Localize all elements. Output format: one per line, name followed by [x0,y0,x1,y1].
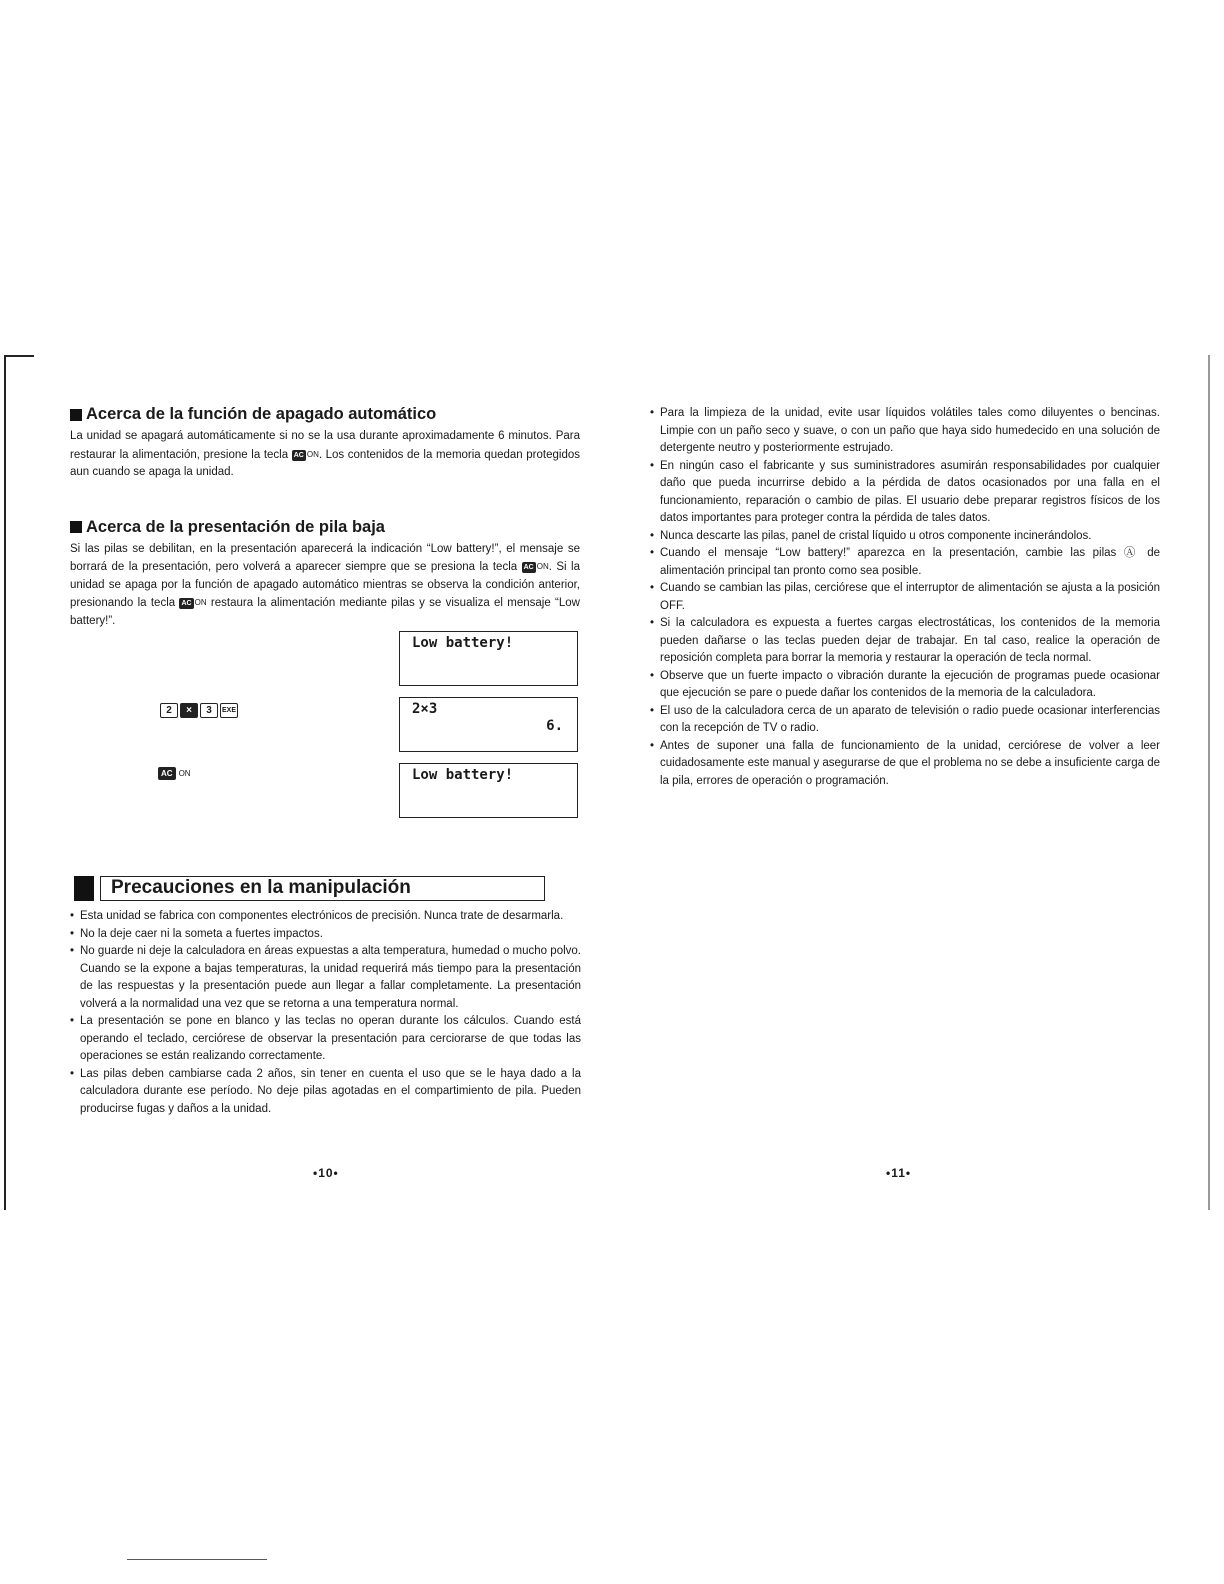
on-label: ON [194,598,207,607]
left-page [70,405,580,630]
right-crop-mark [1208,355,1210,1210]
list-item: • Esta unidad se fabrica con componentes electrónicos de precisión. Nunca trate de desarmarla. [70,908,581,926]
key-exe-icon: EXE [220,703,238,718]
precautions-list [70,908,581,1118]
lcd-display [399,697,578,752]
list-item: • Si la calculadora es expuesta a fuertes cargas electrostáticas, los contenidos de la memoria pueden dañarse o las teclas pueden dejar de trabajar. En tal caso, realice la operación de reposición completa para borrar la memoria y restaurar la operación de tecla normal. [650,615,1160,668]
on-label: ON [178,769,191,778]
ac-key-icon: AC [158,767,176,780]
section-low-battery [70,518,580,631]
bullet-list [650,405,1160,790]
list-item: • Observe que un fuerte impacto o vibración durante la ejecución de programas puede ocasionar que ejecución se pare o puede dañar los contenidos de la memoria de la calculadora. [650,668,1160,703]
text: Si las pilas se debilitan, en la presentación aparecerá la indicación “Low battery!”, el mensaje se borrará de la presentación, pero volverá a aparecer siempre que se presiona la tecla [70,542,580,573]
lcd-line-2: 6. [546,718,563,734]
section-auto-power-off [70,405,580,482]
heading-text: Acerca de la presentación de pila baja [86,517,385,536]
lcd-line-1: Low battery! [412,635,514,651]
bottom-rule [127,1559,267,1560]
lcd-display [399,763,578,818]
text: La unidad se apagará automáticamente si no se la usa durante aproximadamente 6 minutos. Para restaurar la alimentación, presione la tecla [70,430,580,461]
paragraph [70,428,580,482]
on-label: ON [536,562,549,571]
banner-title: Precauciones en la manipulación [100,876,545,901]
lcd-display [399,631,578,686]
lcd-line-1: 2×3 [412,701,438,717]
text: restaura la alimentación mediante pilas y se visualiza el mensaje “Low battery!”. [70,597,580,627]
list-item: • En ningún caso el fabricante y sus suministradores asumirán responsabilidades por cualquier daño que pueda incurrirse debido a la pérdida de datos ocasionados por una falla en el funcionamiento, reparación o cambio de pilas. El usuario debe preparar registros físicos de los datos importantes para proteger contra la pérdida de tales datos. [650,458,1160,528]
page-number-left: •10• [313,1166,339,1180]
list-item: • No guarde ni deje la calculadora en áreas expuestas a alta temperatura, humedad o mucho polvo. Cuando se la expone a bajas temperaturas, la unidad requerirá más tiempo para la presentación de las respuestas y la presentación puede aun llegar a fallar completamente. La presentación volverá a la normalidad una vez que se retorna a una temperatura normal. [70,943,581,1013]
key-3-icon: 3 [200,703,218,718]
square-bullet-icon [70,521,82,533]
paragraph [70,541,580,631]
key-sequence-2x3 [160,703,238,718]
list-item: • Cuando el mensaje “Low battery!” aparezca en la presentación, cambie las pilas Ⓐ de alimentación principal tan pronto como sea posible. [650,545,1160,580]
list-item: • Nunca descarte las pilas, panel de cristal líquido u otros componente incinerándolos. [650,528,1160,546]
ac-key-icon: AC [293,451,304,459]
key-sequence-ac-on [158,767,191,780]
list-item: • Antes de suponer una falla de funcionamiento de la unidad, cerciórese de volver a leer cuidadosamente este manual y asegurarse de que el problema no se debe a insuficiente carga de la pila, errores de operación o programación. [650,738,1160,791]
heading-text: Acerca de la función de apagado automático [86,405,437,423]
on-label: ON [306,449,319,459]
section-heading [70,518,580,537]
square-bullet-icon [70,409,82,421]
ac-key-icon: AC [181,600,192,607]
section-banner-precautions [74,876,545,901]
list-item: • El uso de la calculadora cerca de un aparato de televisión o radio puede ocasionar interferencias con la recepción de TV o radio. [650,703,1160,738]
text: . Los contenidos de la memoria quedan protegidos aun cuando se apaga la unidad. [70,448,580,478]
section-heading [70,405,580,424]
list-item: • No la deje caer ni la someta a fuertes impactos. [70,926,581,944]
list-item: • Cuando se cambian las pilas, cerciórese que el interruptor de alimentación se ajusta a la posición OFF. [650,580,1160,615]
key-2-icon: 2 [160,703,178,718]
ac-key-icon: AC [523,564,534,571]
lcd-line-1: Low battery! [412,767,514,783]
left-crop-mark-top [4,355,34,357]
bullet-list [70,908,581,1118]
text: . Si la unidad se apaga por la función de apagado automático mientras se observa la condición anterior, presionando la tecla [70,561,580,609]
key-times-icon: × [180,703,198,718]
list-item: • La presentación se pone en blanco y las teclas no operan durante los cálculos. Cuando está operando el teclado, cerciórese de observar la presentación para cerciorarse de que todas las operaciones se están realizando correctamente. [70,1013,581,1066]
left-crop-mark [4,355,6,1210]
right-page [650,405,1160,790]
list-item: • Las pilas deben cambiarse cada 2 años, sin tener en cuenta el uso que se le haya dado a la calculadora durante ese período. No deje pilas agotadas en el compartimiento de pila. Pueden producirse fugas y daños a la unidad. [70,1066,581,1119]
black-block-icon [74,876,94,901]
list-item: • Para la limpieza de la unidad, evite usar líquidos volátiles tales como diluyentes o bencinas. Limpie con un paño seco y suave, o con un paño que haya sido humedecido en una solución de detergente neutro y posteriormente estrujado. [650,405,1160,458]
page-number-right: •11• [886,1166,912,1180]
